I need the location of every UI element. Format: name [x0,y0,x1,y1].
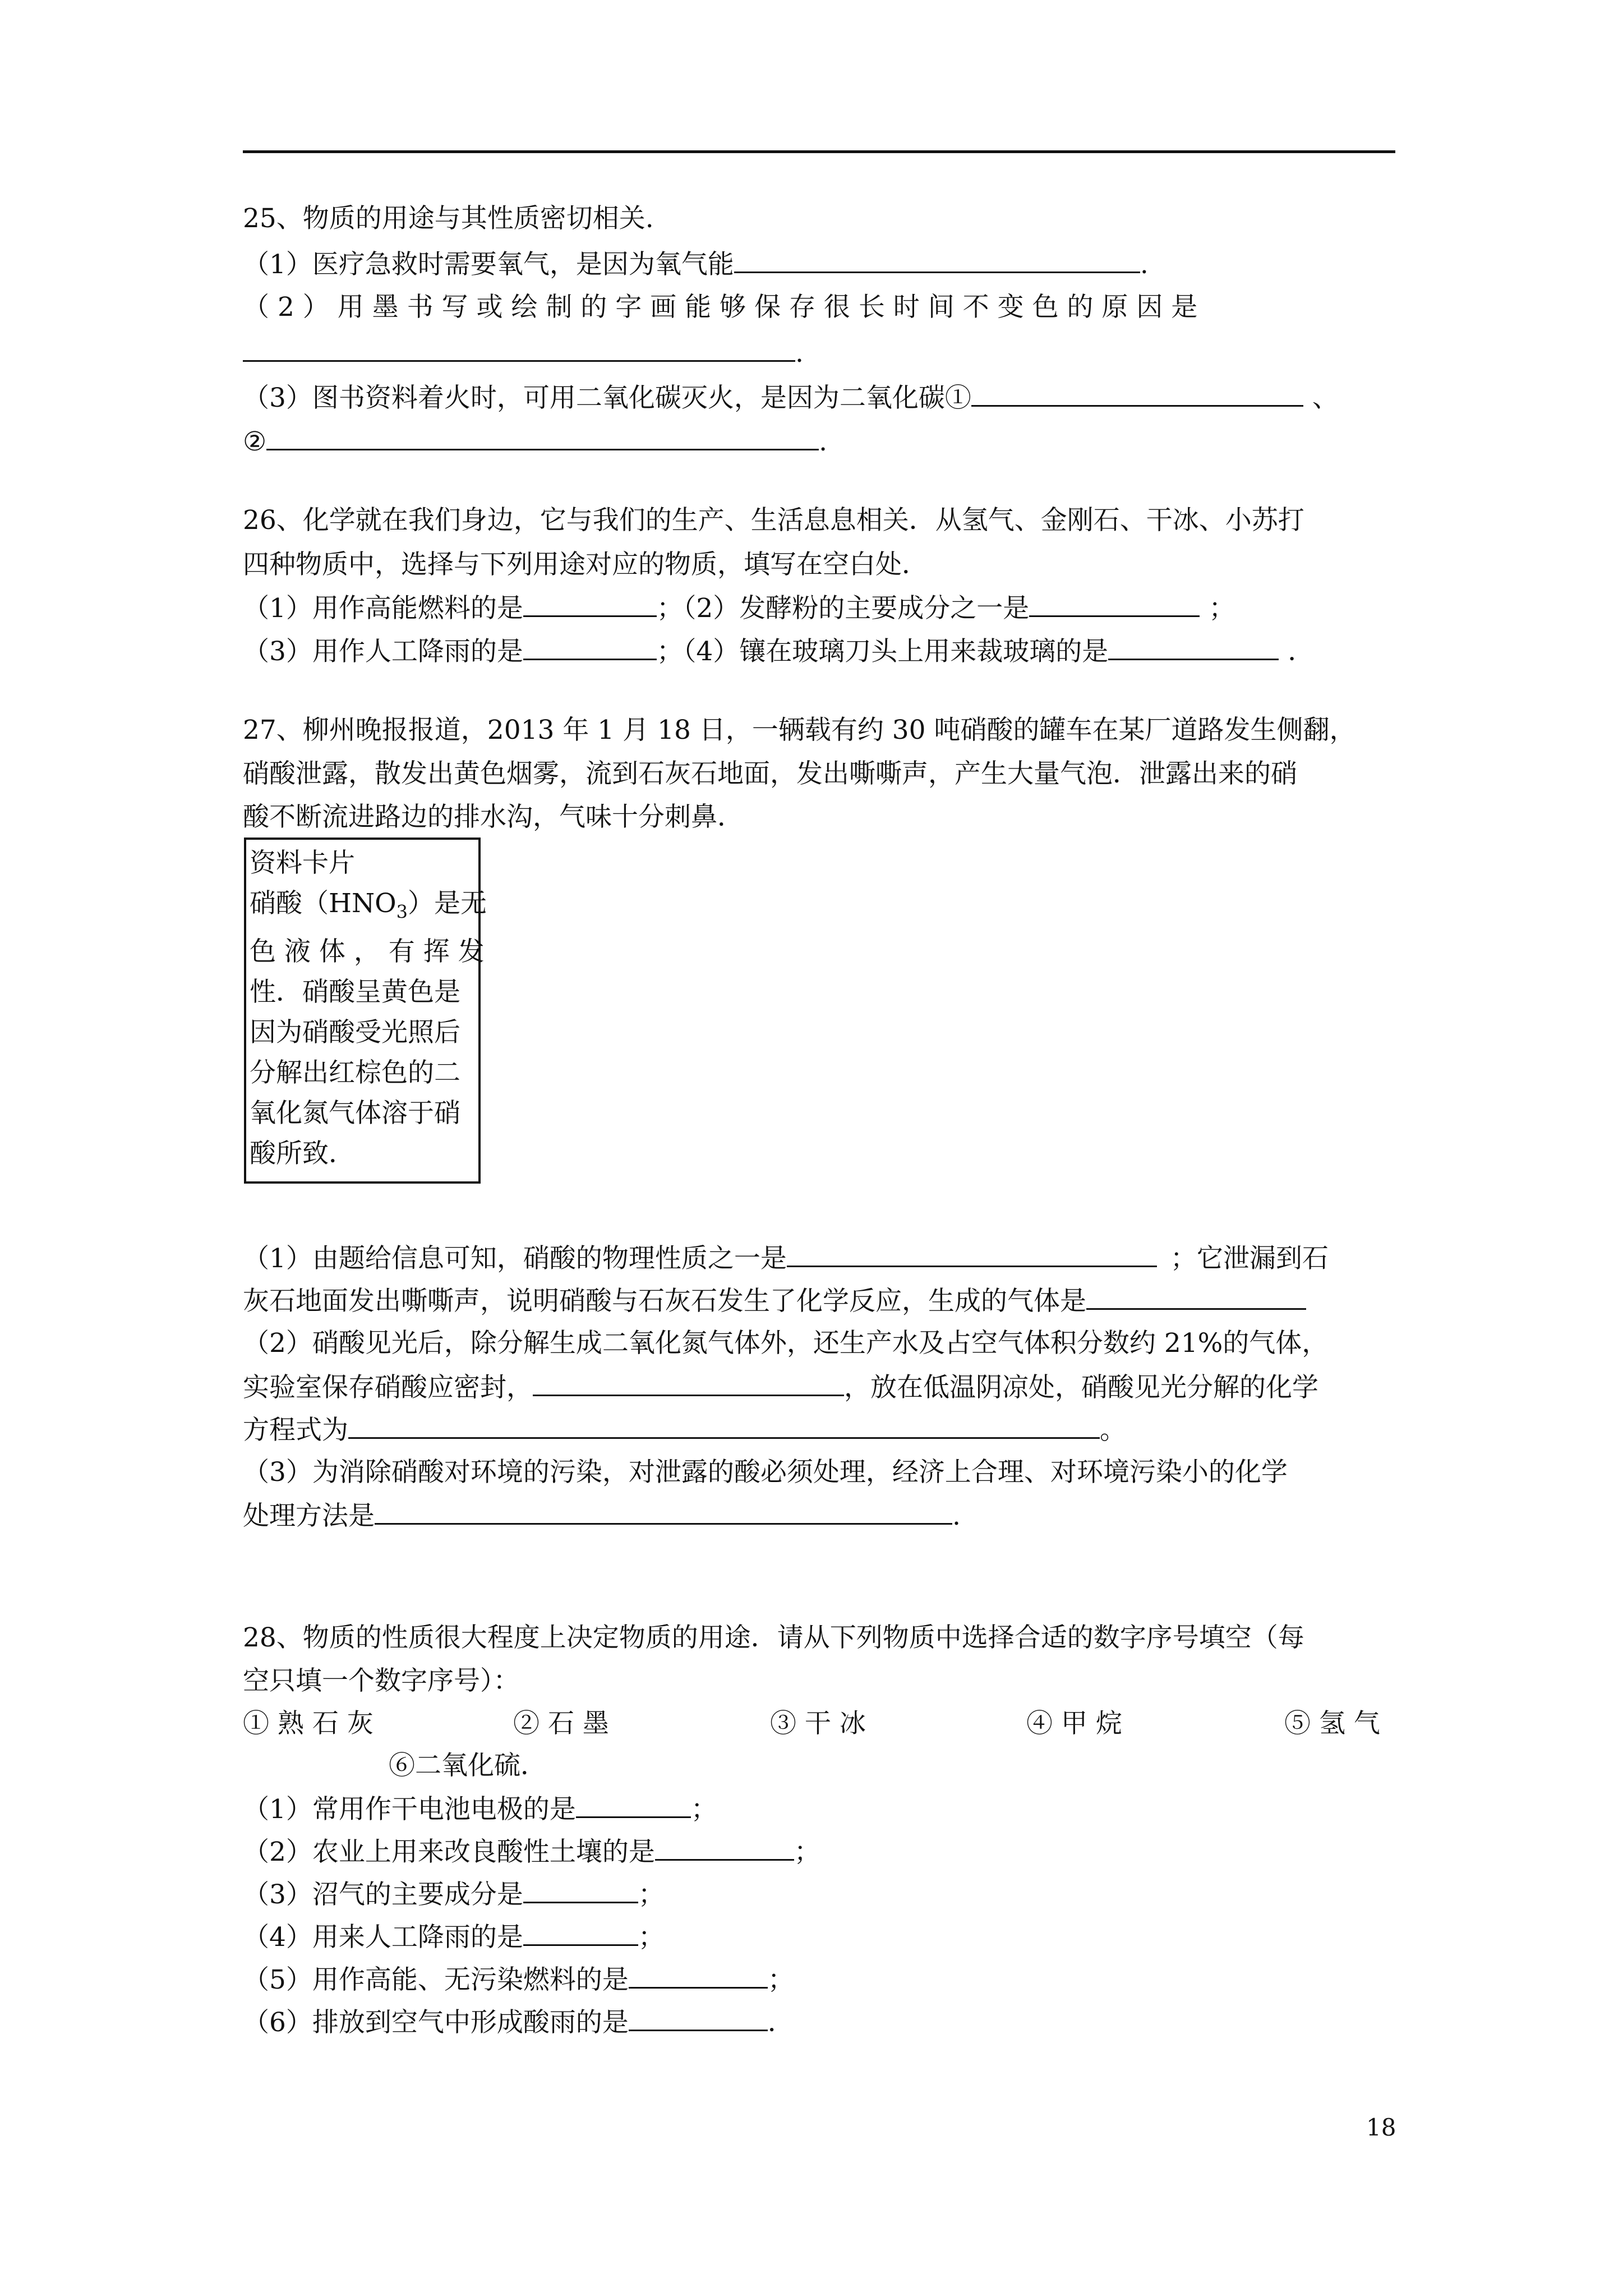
q27-sub1-b [243,1283,1306,1318]
q27-sub3-b [243,1498,961,1533]
q28-q4-text: （4）用来人工降雨的是 [243,1922,523,1953]
q27-sub2-b [243,1370,1318,1405]
q27-blank-1[interactable] [787,1241,1157,1267]
info-card-row: 氧化氮气体溶于硝 [250,1098,460,1129]
q28-q4 [243,1920,665,1954]
q26-blank-4[interactable] [1108,634,1279,660]
q28-q3 [243,1877,665,1912]
q28-semi: ； [794,1837,820,1867]
q27-sub2: （2）硝酸见光后，除分解生成二氧化氮气体外，还生产水及占空气体积分数约 21%的气体， [243,1328,1329,1359]
q26-semi: ； [1209,593,1235,624]
q26-dot: ． [1288,636,1315,667]
header-rule [243,150,1395,153]
q25-part1 [243,247,1149,282]
q25-period-2: . [795,338,804,369]
q28-q3-text: （3）沼气的主要成分是 [243,1879,523,1910]
q28-option: ④ 甲 烷 [1026,1708,1122,1739]
q25-part3-b [243,424,827,459]
q27-blank-5[interactable] [375,1498,952,1525]
q28-line2: 空只填一个数字序号）： [243,1665,520,1696]
info-card-text: 硝酸（HNO [250,888,396,919]
q27-sub2-c [243,1412,1126,1447]
q28-option: ⑤ 氢 气 [1284,1708,1380,1739]
info-card-row: 酸所致． [250,1138,355,1170]
q27-line3: 酸不断流进路边的排水沟，气味十分刺鼻． [243,802,744,832]
q26-a1: （1）用作高能燃料的是 [243,593,523,624]
q27-sub2-text-e: 。 [1100,1415,1126,1446]
q28-blank-4[interactable] [523,1920,638,1946]
q25-comma: 、 [1312,383,1339,413]
q25-blank-3a[interactable] [971,380,1303,407]
q28-q6-text: （6）排放到空气中形成酸雨的是 [243,2007,629,2038]
q25-period-3: . [819,426,828,457]
q25-part2-answer [243,335,804,370]
q26-line1: 26、化学就在我们身边，它与我们的生产、生活息息相关．从氢气、金刚石、干冰、小苏打 [243,505,1304,536]
q28-blank-5[interactable] [629,1962,768,1989]
q25-blank-3b[interactable] [266,424,819,450]
info-card-row: 性．硝酸呈黄色是 [250,977,460,1008]
q27-line2: 硝酸泄露，散发出黄色烟雾，流到石灰石地面，发出嘶嘶声，产生大量气泡．泄露出来的硝 [243,758,1297,789]
q28-semi: ； [638,1879,665,1910]
q25-circle2: ② [243,426,267,457]
q27-sub3: （3）为消除硝酸对环境的污染，对泄露的酸必须处理，经济上合理、对环境污染小的化学 [243,1457,1288,1488]
q26-blank-3[interactable] [523,634,657,660]
q25-blank-1[interactable] [734,247,1140,273]
q25-part3-text: （3）图书资料着火时，可用二氧化碳灭火，是因为二氧化碳① [243,383,971,413]
q27-sub2-text-d: 方程式为 [243,1415,348,1446]
q26-blank-2[interactable] [1029,591,1200,617]
q28-q6 [243,2005,794,2040]
q27-blank-3[interactable] [533,1370,844,1396]
q27-sub1-text: （1）由题给信息可知，硝酸的物理性质之一是 [243,1243,787,1274]
q28-option: ① 熟 石 灰 [243,1708,374,1739]
q25-part1-text: （1）医疗急救时需要氧气，是因为氧气能 [243,249,734,280]
q25-blank-2[interactable] [243,335,795,362]
q27-sub1-text-b: 灰石地面发出嘶嘶声，说明硝酸与石灰石发生了化学反应，生成的气体是 [243,1286,1086,1317]
q28-semi: ； [767,1964,794,1995]
q26-a2: ；（2）发酵粉的主要成分之一是 [656,593,1030,624]
q28-line1: 28、物质的性质很大程度上决定物质的用途．请从下列物质中选择合适的数字序号填空（每 [243,1622,1304,1653]
q27-blank-4[interactable] [348,1412,1100,1439]
q28-option: ⑥二氧化硫． [389,1750,547,1781]
info-card-title: 资料卡片 [250,848,355,878]
q27-sub1-tail: ；它泄漏到石 [1170,1243,1329,1274]
q26-blank-1[interactable] [523,591,657,617]
q28-semi: ； [690,1794,717,1825]
q27-sub1 [243,1241,1329,1276]
q28-q5-text: （5）用作高能、无污染燃料的是 [243,1964,629,1995]
q25-title: 25、物质的用途与其性质密切相关. [243,203,654,234]
q27-sub2-text-b: 实验室保存硝酸应密封， [243,1372,533,1403]
q26-line2: 四种物质中，选择与下列用途对应的物质，填写在空白处． [243,549,928,580]
q28-blank-6[interactable] [629,2005,768,2031]
q26-b1: （3）用作人工降雨的是 [243,636,523,667]
q26-row-a [243,591,1235,625]
q28-blank-1[interactable] [576,1792,691,1818]
q28-q1 [243,1792,717,1826]
q28-option: ③ 干 冰 [770,1708,866,1739]
q25-part2: （ 2 ） 用 墨 书 写 或 绘 制 的 字 画 能 够 保 存 很 长 时 间 不 变 色 的 原 因 是 [243,292,1198,323]
q28-dot: ． [767,2007,794,2038]
info-card-row: 色 液 体 ， 有 挥 发 [250,936,485,968]
q28-option: ② 石 墨 [513,1708,609,1739]
info-card-row: 分解出红棕色的二 [250,1057,460,1089]
q25-part3 [243,380,1339,415]
page-number: 18 [1366,2114,1396,2141]
q28-blank-2[interactable] [655,1834,794,1861]
q28-q1-text: （1）常用作干电池电极的是 [243,1794,576,1825]
q27-sub3-text-b: 处理方法是 [243,1501,375,1531]
q26-row-b [243,634,1314,669]
info-card-row: 因为硝酸受光照后 [250,1017,460,1048]
q27-line1: 27、柳州晚报报道，2013 年 1 月 18 日，一辆载有约 30 吨硝酸的罐车在某厂道路发生侧翻， [243,715,1356,746]
q27-sub3-text-c: . [952,1501,961,1531]
info-card-text: ）是无 [408,888,487,919]
info-card-subscript: 3 [396,901,408,923]
q27-sub2-text-c: ，放在低温阴凉处，硝酸见光分解的化学 [844,1372,1318,1403]
q28-q2-text: （2）农业上用来改良酸性土壤的是 [243,1837,655,1867]
info-card-row [250,884,487,932]
q27-blank-2[interactable] [1086,1283,1306,1310]
q28-q2 [243,1834,820,1869]
q28-blank-3[interactable] [523,1877,638,1903]
q28-q5 [243,1962,794,1997]
q26-b2: ；（4）镶在玻璃刀头上用来裁玻璃的是 [656,636,1109,667]
q28-semi: ； [638,1922,665,1953]
info-card [244,838,487,1184]
q25-period: . [1140,249,1149,280]
